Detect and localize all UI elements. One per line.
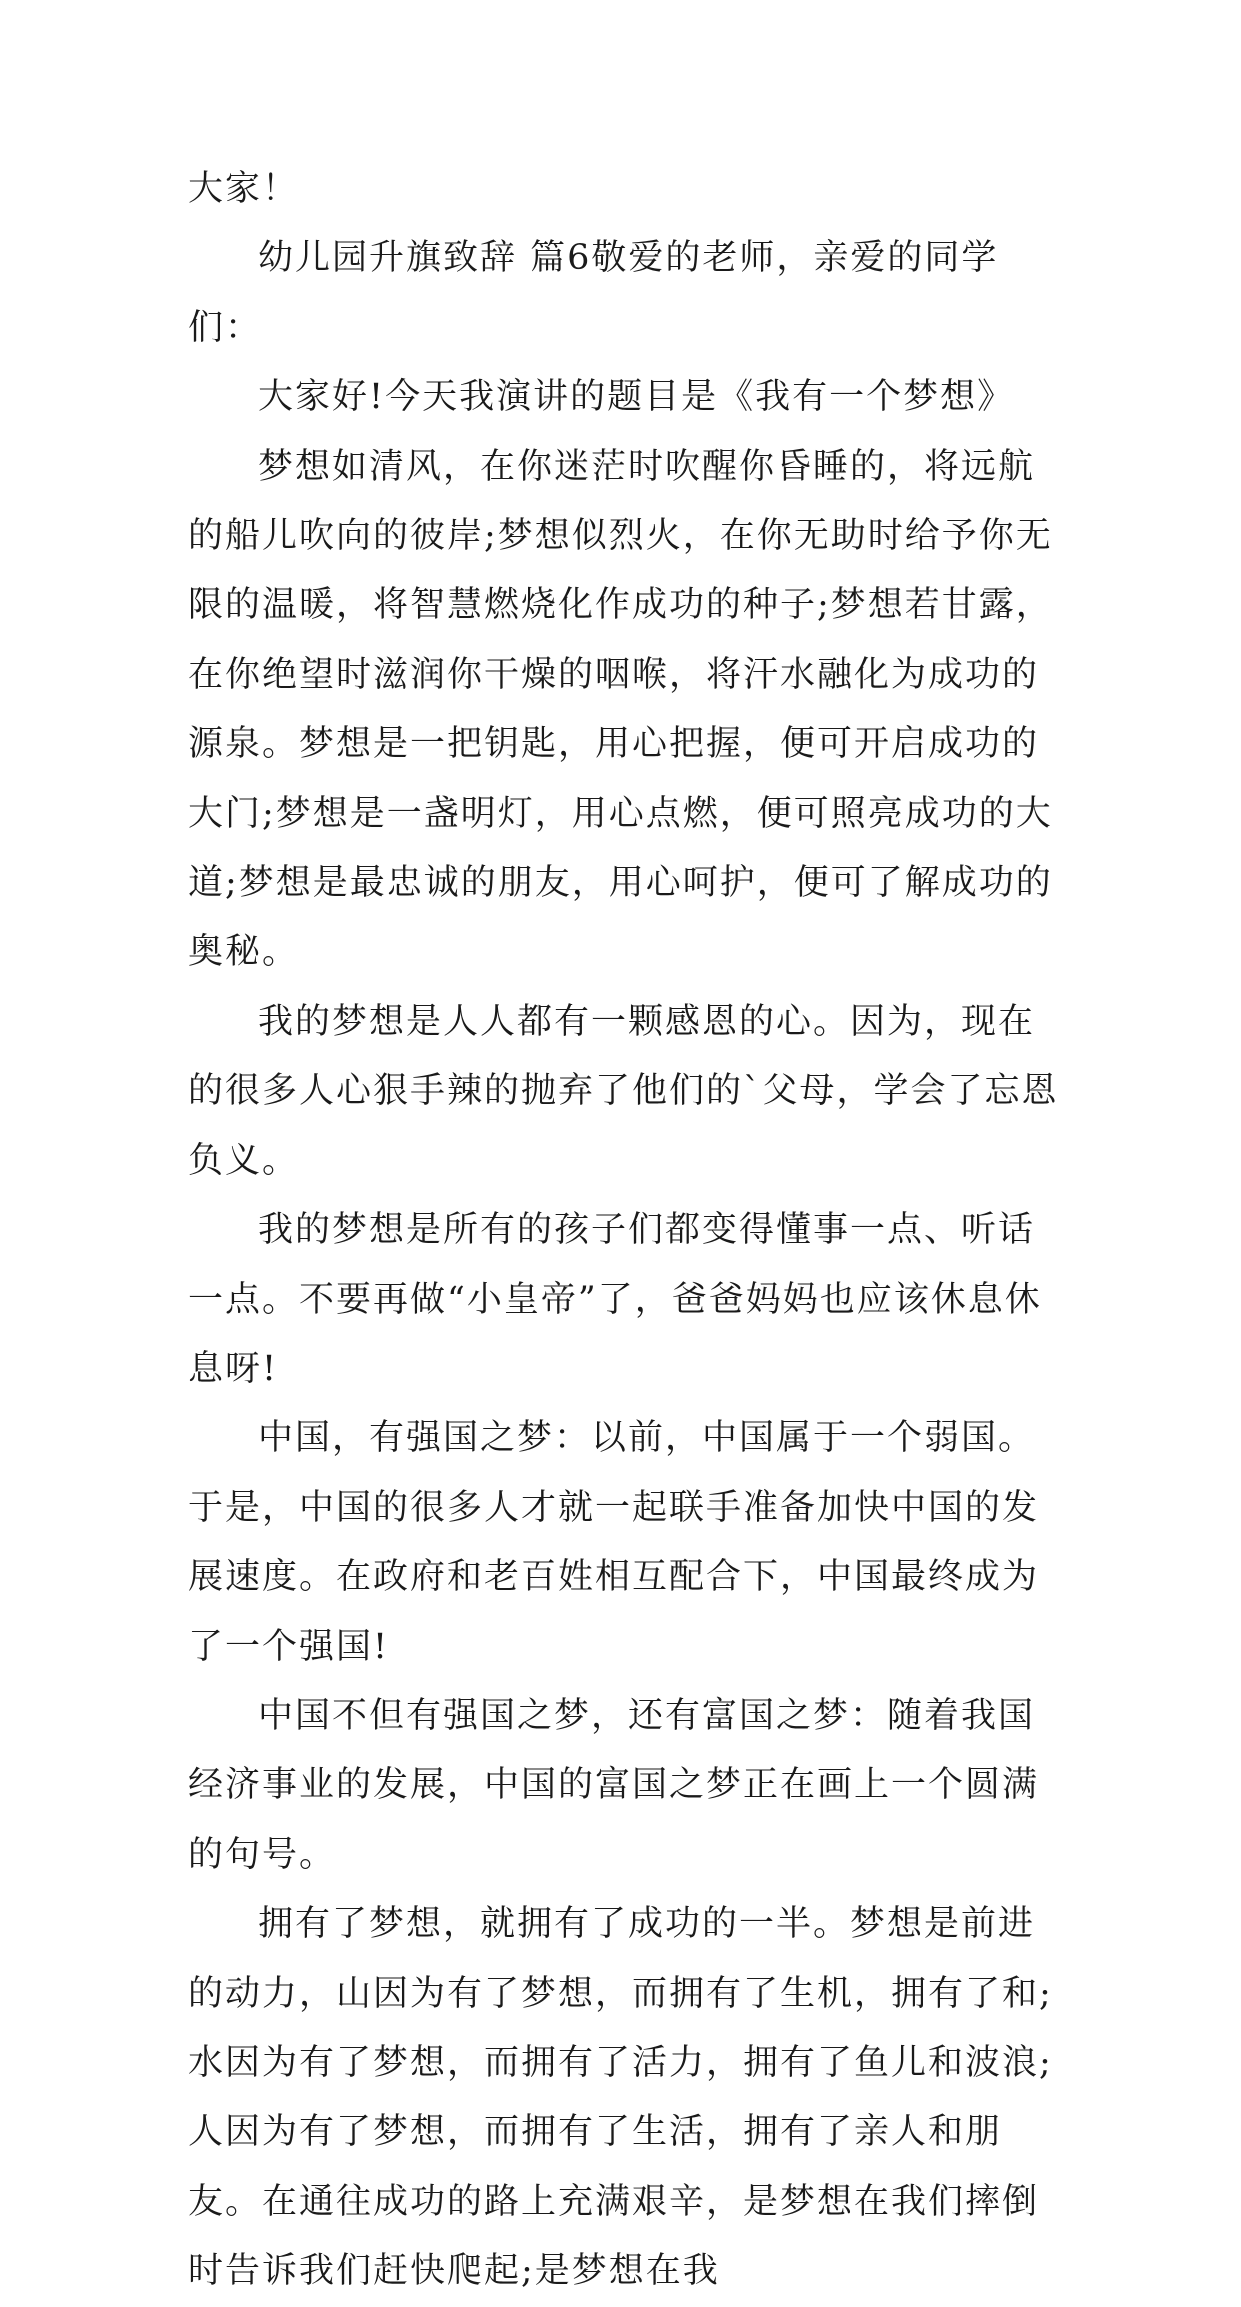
paragraph-rich-nation: 中国不但有强国之梦，还有富国之梦：随着我国经济事业的发展，中国的富国之梦正在画上一个圆满的句号。 [188, 1695, 1040, 1875]
paragraph-heading-salutation: 幼儿园升旗致辞 篇6敬爱的老师，亲爱的同学们： [188, 238, 999, 348]
paragraph-speech-title: 大家好!今天我演讲的题目是《我有一个梦想》 [258, 377, 1015, 418]
paragraph-strong-nation: 中国，有强国之梦：以前，中国属于一个弱国。于是，中国的很多人才就一起联手准备加快中国的发展速度。在政府和老百姓相互配合下，中国最终成为了一个强国! [188, 1418, 1040, 1667]
paragraph-dream-metaphors: 梦想如清风，在你迷茫时吹醒你昏睡的，将远航的船儿吹向的彼岸;梦想似烈火，在你无助时给予你无限的温暖，将智慧燃烧化作成功的种子;梦想若甘露，在你绝望时滋润你干燥的咽喉，将汗水融化为成功的源泉。梦想是一把钥匙，用心把握，便可开启成功的大门;梦想是一盏明灯，用心点燃，便可照亮成功的大道;梦想是最忠诚的朋友，用心呵护，便可了解成功的奥秘。 [188, 446, 1053, 973]
paragraph-children-dream: 我的梦想是所有的孩子们都变得懂事一点、听话一点。不要再做“小皇帝”了，爸爸妈妈也应该休息休息呀! [188, 1210, 1042, 1389]
paragraph-gratitude-dream: 我的梦想是人人都有一颗感恩的心。因为，现在的很多人心狠手辣的抛弃了他们的`父母，学会了忘恩负义。 [188, 1001, 1059, 1181]
document-body [188, 155, 1063, 2307]
paragraph-having-dreams: 拥有了梦想，就拥有了成功的一半。梦想是前进的动力，山因为有了梦想，而拥有了生机，拥有了和;水因为有了梦想，而拥有了活力，拥有了鱼儿和波浪;人因为有了梦想，而拥有了生活，拥有了亲人和朋友。在通往成功的路上充满艰辛，是梦想在我们摔倒时告诉我们赶快爬起;是梦想在我 [188, 1904, 1053, 2292]
paragraph-closing-greeting: 大家！ [188, 169, 300, 209]
